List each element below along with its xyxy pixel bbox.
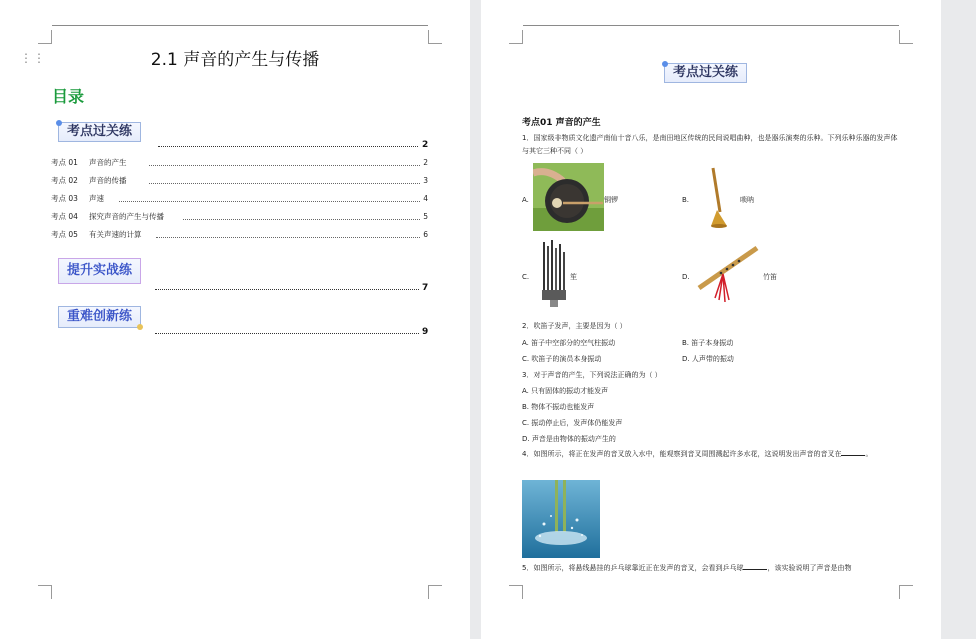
crop-mark [428, 30, 442, 44]
toc-leader [158, 146, 418, 147]
sheng-image [540, 240, 568, 308]
crop-mark [38, 585, 52, 599]
header-line [523, 25, 899, 26]
gong-image [533, 163, 604, 231]
option-item[interactable]: A. 笛子中空部分的空气柱振动 [522, 339, 616, 347]
toc-item[interactable]: 考点 04 探究声音的产生与传播 5 [51, 212, 428, 221]
crop-mark [509, 30, 523, 44]
option-label: 竹笛 [763, 273, 777, 281]
option-item[interactable]: D. 声音是由物体的振动产生的 [522, 435, 616, 443]
bamboo-flute-image [695, 244, 763, 306]
option-item[interactable]: D. 人声带的振动 [682, 355, 734, 363]
option-item[interactable]: C. 吹笛子的演员本身振动 [522, 355, 602, 363]
badge-dot-icon [137, 324, 143, 330]
option-item[interactable]: C. 振动停止后，发声体仍能发声 [522, 419, 623, 427]
option-item[interactable]: B. 笛子本身振动 [682, 339, 734, 347]
toc-leader [155, 289, 419, 290]
badge-dot-icon [662, 61, 668, 67]
section-title: 考点01 声音的产生 [522, 118, 601, 128]
suona-image [705, 166, 733, 228]
option-letter: B. [682, 196, 690, 204]
toc-item[interactable]: 考点 02 声音的传播 3 [51, 176, 428, 185]
option-label: 笙 [570, 273, 577, 281]
option-label: 铜锣 [604, 196, 618, 204]
toc-section-badge[interactable]: 提升实战练 [58, 258, 141, 284]
crop-mark [899, 30, 913, 44]
crop-mark [38, 30, 52, 44]
badge-dot-icon [56, 120, 62, 126]
toc-leader [155, 333, 419, 334]
toc-page-number: 9 [422, 327, 429, 337]
header-line [52, 25, 428, 26]
crop-mark [899, 585, 913, 599]
toc-section-badge[interactable]: 考点过关练 [58, 122, 141, 142]
toc-page-number: 2 [422, 140, 429, 150]
drag-handle-icon[interactable]: ⋮⋮ [20, 51, 46, 65]
toc-item[interactable]: 考点 03 声速 4 [51, 194, 428, 203]
tuning-fork-water-image [522, 480, 600, 558]
toc-page-number: 7 [422, 283, 429, 293]
question-5-text: 5．如图所示，将悬线悬挂的乒乓球靠近正在发声的音叉，会看到乒乓球 ，该实验说明了声音是由物 [522, 564, 852, 572]
option-label: 唢呐 [740, 196, 754, 204]
option-letter: A. [522, 196, 529, 204]
toc-heading: 目录 [52, 87, 85, 106]
document-page-left [0, 0, 470, 639]
toc-item[interactable]: 考点 05 有关声速的计算 6 [51, 230, 428, 239]
section-badge: 考点过关练 [664, 63, 747, 83]
question-3-text: 3．对于声音的产生，下列说法正确的为（ ） [522, 371, 662, 379]
option-item[interactable]: A. 只有固体的振动才能发声 [522, 387, 609, 395]
question-1-text: 1．国家级非物质文化遗产南仙十音八乐，是南田地区传统的民间说唱曲种，也是器乐演奏的乐种。下列乐种乐器的发声体与其它三种不同（ ） [522, 134, 898, 155]
crop-mark [509, 585, 523, 599]
document-title: 2.1 声音的产生与传播 [150, 50, 320, 70]
option-letter: C. [522, 273, 530, 281]
option-letter: D. [682, 273, 690, 281]
answer-blank[interactable] [841, 448, 865, 456]
option-item[interactable]: B. 物体不振动也能发声 [522, 403, 595, 411]
question-2-text: 2．吹笛子发声，主要是因为（ ） [522, 322, 627, 330]
crop-mark [428, 585, 442, 599]
answer-blank[interactable] [743, 562, 767, 570]
toc-section-badge[interactable]: 重难创新练 [58, 306, 141, 328]
question-4-text: 4．如图所示，将正在发声的音叉放入水中，能观察到音叉周围溅起许多水花，这说明发出声音的音叉在 。 [522, 450, 873, 458]
toc-item[interactable]: 考点 01 声音的产生 2 [51, 158, 428, 167]
